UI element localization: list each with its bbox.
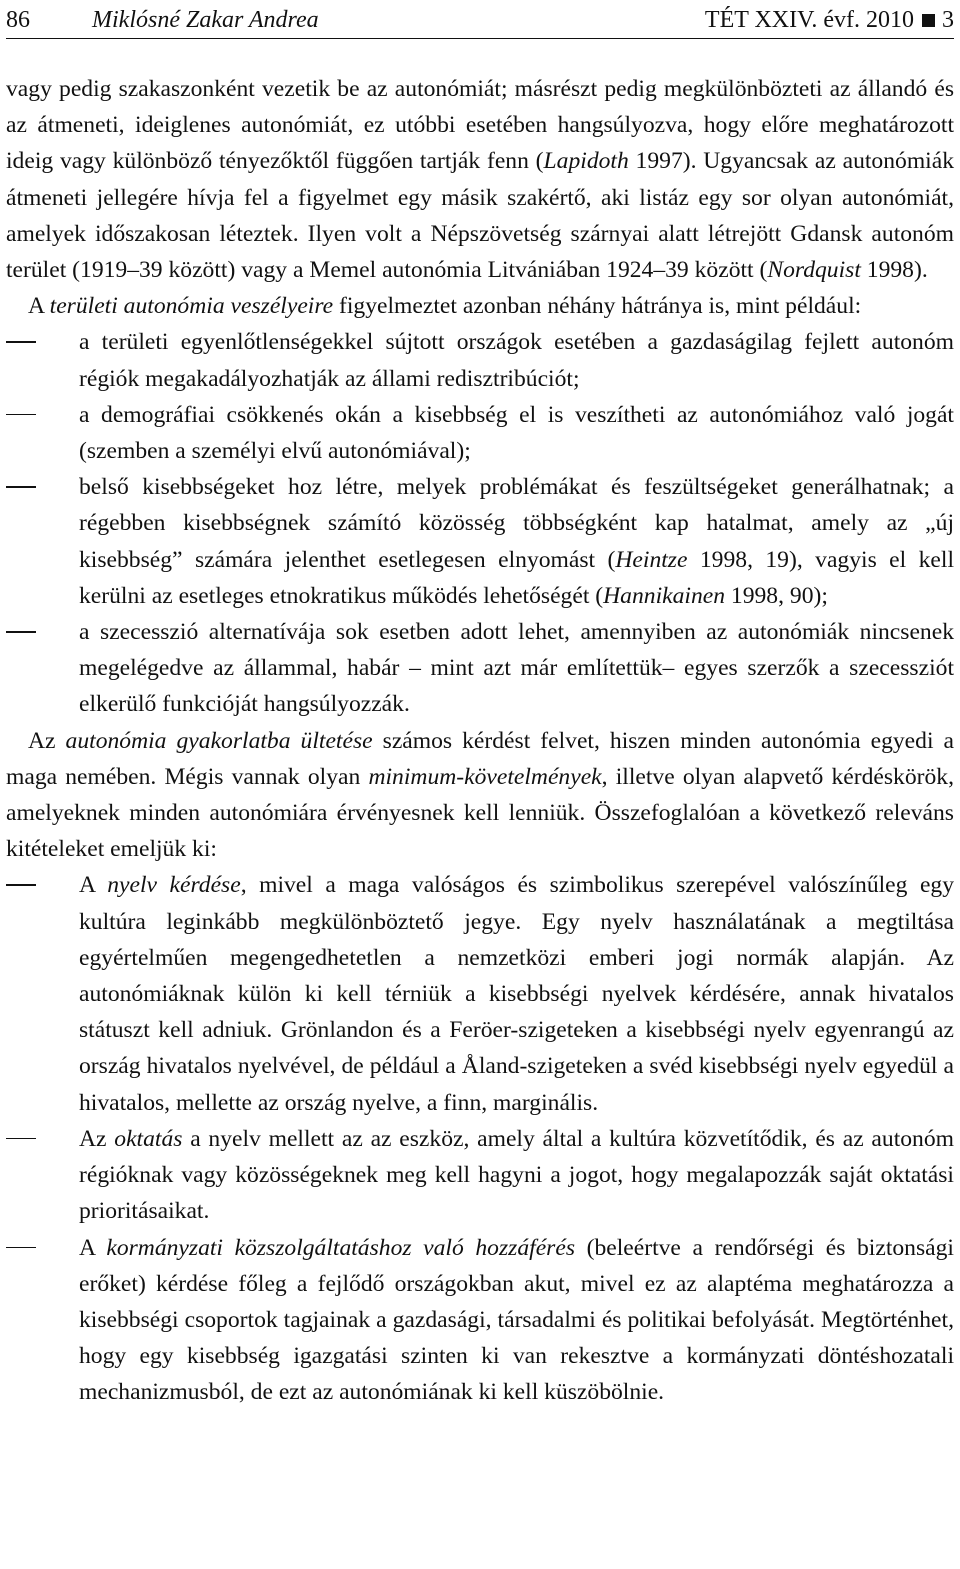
- text-run: a területi egyenlőtlenségekkel sújtott országok esetében a gazdaságilag fejlett autonóm régiók megakadályozhatják az állami redisztribúciót;: [79, 329, 954, 392]
- dash-bullet-icon: [6, 341, 36, 343]
- italic-text: Heintze: [615, 546, 688, 573]
- italic-text: Hannikainen: [603, 582, 726, 609]
- dash-bullet-icon: [6, 884, 36, 886]
- text-run: A: [79, 1234, 107, 1261]
- text-run: A: [28, 293, 50, 320]
- dash-bullet-icon: [6, 486, 36, 488]
- body-text: [6, 71, 954, 1411]
- italic-text: Lapidoth: [543, 148, 629, 175]
- text-run: , mivel a maga valóságos és szimbolikus szerepével valószínűleg egy kultúra leginkább megkülönböztető jegye. Egy nyelv használatának a megtiltása egyértelműen megengedhetetlen a nemzetközi emberi jogi normák alapján. Az autonómiáknak külön ki kell térniük a kisebbségi nyelvek kérdésére, annak hivatalos státuszt kell adniuk. Grönlandon és a Feröer-szigeteken a kisebbségi nyelv egyenrangú az ország hivatalos nyelvével, de például a Åland-szigeteken a svéd kisebbségi nyelv egyedül a hivatalos, mellette az ország nyelve, a finn, marginális.: [79, 872, 955, 1116]
- paragraph: [6, 723, 954, 868]
- list-item: [6, 867, 954, 1120]
- italic-text: kormányzati közszolgáltatáshoz való hozzáférés: [106, 1234, 575, 1261]
- dash-bullet-icon: [6, 1247, 36, 1249]
- text-run: a nyelv mellett az az eszköz, amely által a kultúra közvetítődik, és az autonóm régióknak vagy közösségeknek meg kell hagyni a jogot, hogy megalapozzák saját oktatási prioritásaikat.: [79, 1125, 954, 1225]
- text-run: a szecesszió alternatívája sok esetben adott lehet, amennyiben az autonómiák nincsenek megelégedve az állammal, habár – mint azt már említettük– egyes szerzők a szecessziót elkerülő funkcióját hangsúlyozzák.: [79, 619, 954, 718]
- italic-text: Nordquist: [767, 257, 861, 284]
- list-item: [6, 397, 954, 469]
- journal-issue: 3: [942, 7, 954, 33]
- text-run: figyelmeztet azonban néhány hátránya is, mint például:: [333, 293, 862, 320]
- italic-text: nyelv kérdése: [107, 872, 241, 899]
- text-run: Az: [79, 1125, 115, 1152]
- paragraph: [6, 71, 954, 288]
- dash-list: [6, 867, 954, 1410]
- list-item: [6, 324, 954, 396]
- italic-text: oktatás: [114, 1125, 183, 1152]
- dash-bullet-icon: [6, 631, 36, 633]
- paragraph: [6, 288, 954, 324]
- italic-text: autonómia gyakorlatba ültetése: [65, 727, 373, 754]
- list-item: [6, 469, 954, 614]
- text-run: 1998).: [860, 257, 928, 284]
- running-header: [6, 4, 954, 39]
- text-run: a demográfiai csökkenés okán a kisebbség el is veszítheti az autonómiához való jogát (szemben a személyi elvű autonómiával);: [79, 401, 954, 465]
- square-bullet-icon: [922, 14, 935, 27]
- text-run: vagy pedig szakaszonként vezetik be az autonómiát; másrészt pedig megkülönbözteti az állandó és az átmeneti, ideiglenes autonómiát, ez utóbbi esetében hangsúlyozva, hogy előre meghatározott ideig vagy különböző tényezőktől függően tartják fenn (: [6, 76, 954, 175]
- journal-info: [705, 4, 954, 36]
- text-run: 1998, 90);: [725, 582, 828, 609]
- italic-text: területi autonómia veszélyeire: [49, 293, 334, 320]
- list-item: [6, 1230, 954, 1411]
- page-number: 86: [6, 7, 30, 33]
- dash-bullet-icon: [6, 414, 36, 416]
- dash-bullet-icon: [6, 1138, 36, 1140]
- journal-volume: TÉT XXIV. évf. 2010: [704, 7, 914, 33]
- text-run: , illetve olyan alapvető kérdéskörök, amelyeknek minden autonómiára érvényesnek kell lenniük. Összefoglalóan a következő releváns kitételeket emeljük ki:: [6, 763, 954, 863]
- text-run: (beleértve a rendőrségi és biztonsági erőket) kérdése főleg a fejlődő országokban akut, mivel ez az alaptéma meghatározza a kisebbségi csoportok tagjainak a gazdasági, társadalmi és politikai befolyását. Megtörténhet, hogy egy kisebbség igazgatási szinten ki van rekesztve a kormányzati döntéshozatali mechanizmusból, de ezt az autonómiának ki kell küszöbölnie.: [79, 1234, 954, 1406]
- dash-list: [6, 324, 954, 722]
- text-run: belső kisebbségeket hoz létre, melyek problémákat és feszültségeket generálhatnak; a régebben kisebbségnek számító közösség többségként kap hatalmat, amely az „új kisebbség” számára jelenthet esetlegesen elnyomást (: [79, 474, 954, 573]
- text-run: A: [79, 872, 108, 899]
- text-run: Az: [28, 727, 66, 754]
- text-run: 1998, 19), vagyis el kell kerülni az esetleges etnokratikus működés lehetőségét (: [79, 546, 954, 609]
- running-author: Miklósné Zakar Andrea: [92, 7, 319, 33]
- italic-text: minimum-követelmények: [368, 763, 602, 790]
- text-run: 1997). Ugyancsak az autonómiák átmeneti jellegére hívja fel a figyelmet egy másik szakértő, aki listáz egy sor olyan autonómiát, amelyek időszakosan léteztek. Ilyen volt a Népszövetség szárnyai alatt létrejött Gdansk autonóm terület (1919–39 között) vagy a Memel autonómia Litvániában 1924–39 között (: [6, 148, 954, 284]
- text-run: számos kérdést felvet, hiszen minden autonómia egyedi a maga nemében. Mégis vannak olyan: [6, 727, 954, 790]
- list-item: [6, 1121, 954, 1230]
- list-item: [6, 614, 954, 723]
